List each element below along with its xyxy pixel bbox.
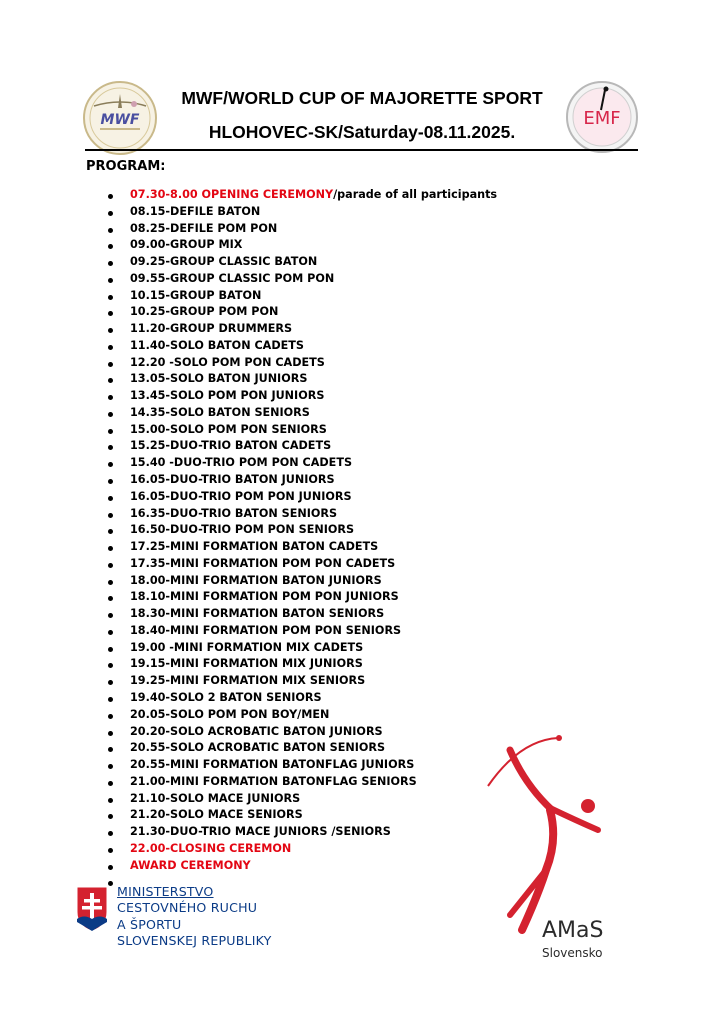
mwf-logo	[82, 80, 158, 156]
list-item: 10.15-GROUP BATON	[104, 288, 497, 305]
list-item: 14.35-SOLO BATON SENIORS	[104, 405, 497, 422]
amas-name: AMaS	[542, 918, 604, 943]
list-item: 16.05-DUO-TRIO POM PON JUNIORS	[104, 489, 497, 506]
list-item: 19.15-MINI FORMATION MIX JUNIORS	[104, 656, 497, 673]
list-item: 08.25-DEFILE POM PON	[104, 221, 497, 238]
list-item: 15.00-SOLO POM PON SENIORS	[104, 422, 497, 439]
slovak-coat-of-arms-icon	[76, 886, 108, 932]
list-item: 09.25-GROUP CLASSIC BATON	[104, 254, 497, 271]
list-item: 18.40-MINI FORMATION POM PON SENIORS	[104, 623, 497, 640]
list-item: 16.05-DUO-TRIO BATON JUNIORS	[104, 472, 497, 489]
list-item: 12.20 -SOLO POM PON CADETS	[104, 355, 497, 372]
list-item: 18.10-MINI FORMATION POM PON JUNIORS	[104, 589, 497, 606]
program-heading: PROGRAM:	[86, 159, 166, 174]
list-item: 09.00-GROUP MIX	[104, 237, 497, 254]
emf-logo	[565, 80, 639, 154]
list-item: 11.40-SOLO BATON CADETS	[104, 338, 497, 355]
list-item: 15.40 -DUO-TRIO POM PON CADETS	[104, 455, 497, 472]
list-item: 09.55-GROUP CLASSIC POM PON	[104, 271, 497, 288]
list-item: 17.25-MINI FORMATION BATON CADETS	[104, 539, 497, 556]
svg-text:MWF: MWF	[100, 112, 140, 128]
ministry-line-3: A ŠPORTU	[117, 916, 182, 932]
ministry-line-1: MINISTERSTVO	[117, 884, 214, 899]
page-title-line-1: MWF/WORLD CUP OF MAJORETTE SPORT	[181, 88, 543, 108]
list-item: 18.00-MINI FORMATION BATON JUNIORS	[104, 573, 497, 590]
amas-country: Slovensko	[542, 946, 603, 960]
list-item: 10.25-GROUP POM PON	[104, 304, 497, 321]
opening-ceremony-label: 07.30-8.00 OPENING CEREMONY	[130, 188, 334, 201]
ministry-line-2: CESTOVNÉHO RUCHU	[117, 900, 258, 916]
ministry-line-4: SLOVENSKEJ REPUBLIKY	[117, 933, 272, 949]
ministry-text	[117, 884, 272, 950]
list-item: 15.25-DUO-TRIO BATON CADETS	[104, 438, 497, 455]
list-item-award: AWARD CEREMONY	[104, 858, 497, 875]
list-item: 20.55-SOLO ACROBATIC BATON SENIORS	[104, 740, 497, 757]
list-item: 18.30-MINI FORMATION BATON SENIORS	[104, 606, 497, 623]
svg-text:EMF: EMF	[583, 108, 621, 129]
list-item: 20.20-SOLO ACROBATIC BATON JUNIORS	[104, 724, 497, 741]
list-item: 21.20-SOLO MACE SENIORS	[104, 807, 497, 824]
list-item: 20.55-MINI FORMATION BATONFLAG JUNIORS	[104, 757, 497, 774]
list-item: 16.35-DUO-TRIO BATON SENIORS	[104, 506, 497, 523]
list-item: 19.40-SOLO 2 BATON SENIORS	[104, 690, 497, 707]
opening-ceremony-rest: /parade of all participants	[333, 188, 498, 201]
list-item: 11.20-GROUP DRUMMERS	[104, 321, 497, 338]
page-title-line-2: HLOHOVEC-SK/Saturday-08.11.2025.	[208, 122, 516, 142]
list-item: 21.00-MINI FORMATION BATONFLAG SENIORS	[104, 774, 497, 791]
header-rule	[85, 149, 638, 151]
list-item: 20.05-SOLO POM PON BOY/MEN	[104, 707, 497, 724]
list-item-opening	[104, 187, 497, 204]
list-item: 21.10-SOLO MACE JUNIORS	[104, 791, 497, 808]
program-list	[104, 187, 497, 891]
list-item: 21.30-DUO-TRIO MACE JUNIORS /SENIORS	[104, 824, 497, 841]
list-item: 16.50-DUO-TRIO POM PON SENIORS	[104, 522, 497, 539]
list-item: 08.15-DEFILE BATON	[104, 204, 497, 221]
list-item: 19.25-MINI FORMATION MIX SENIORS	[104, 673, 497, 690]
list-item-closing: 22.00-CLOSING CEREMON	[104, 841, 497, 858]
list-item: 13.45-SOLO POM PON JUNIORS	[104, 388, 497, 405]
list-item: 17.35-MINI FORMATION POM PON CADETS	[104, 556, 497, 573]
list-item: 19.00 -MINI FORMATION MIX CADETS	[104, 640, 497, 657]
list-item: 13.05-SOLO BATON JUNIORS	[104, 371, 497, 388]
